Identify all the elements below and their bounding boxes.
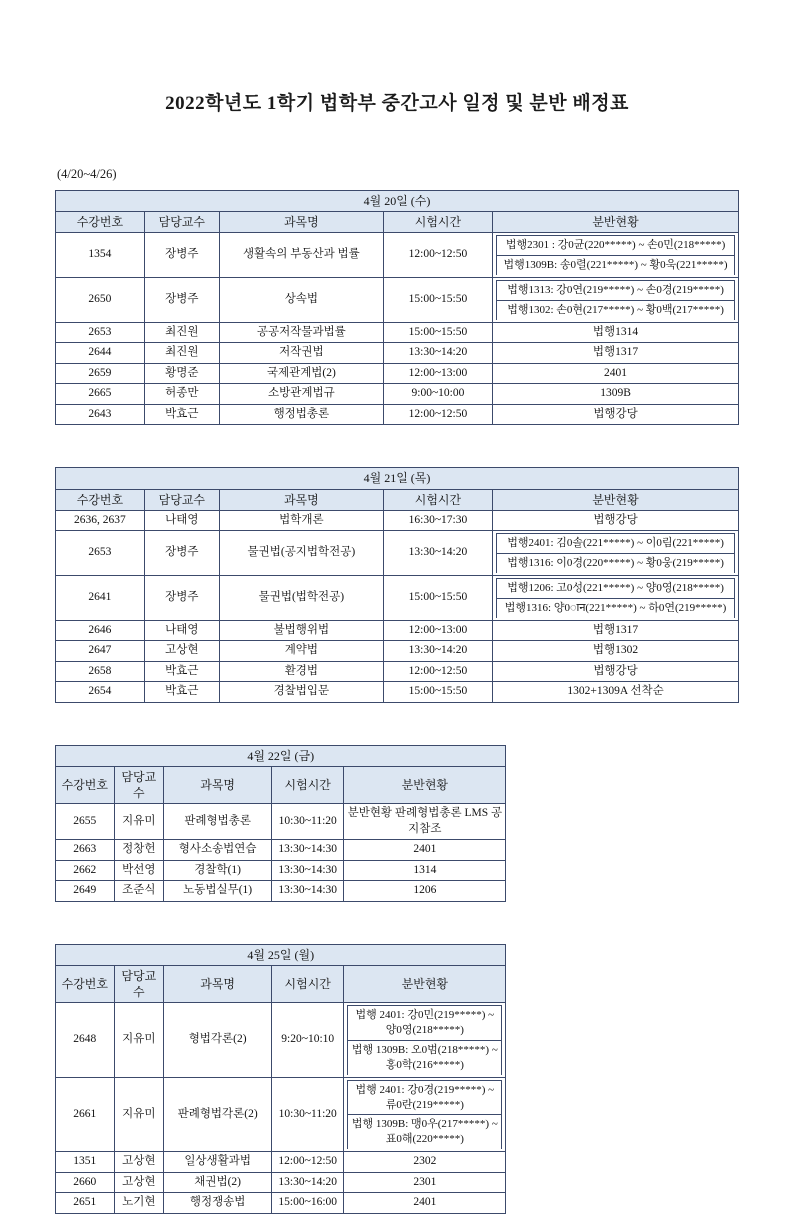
table-row <box>56 343 739 364</box>
subject-cell: 생활속의 부동산과 법률 <box>219 233 383 278</box>
professor-cell: 박효근 <box>144 682 219 703</box>
professor-cell: 지유미 <box>114 804 164 840</box>
assignment-sublist <box>496 280 735 320</box>
course-number-cell: 2647 <box>56 641 145 662</box>
schedule-tables-container <box>55 190 739 1214</box>
professor-cell: 지유미 <box>114 1077 164 1151</box>
assignment-cell: 법행1317 <box>493 620 739 641</box>
day-label: 4월 20일 (수) <box>56 191 739 212</box>
table-column-header-row <box>56 489 739 510</box>
professor-cell: 정창헌 <box>114 840 164 861</box>
course-number-cell: 1351 <box>56 1152 115 1173</box>
column-header: 시험시간 <box>383 489 492 510</box>
exam-time-cell: 12:00~12:50 <box>383 233 492 278</box>
professor-cell: 최진원 <box>144 343 219 364</box>
assignment-subrow <box>497 236 735 256</box>
subject-cell: 판례형법각론(2) <box>164 1077 272 1151</box>
assignment-subrow <box>348 1006 502 1041</box>
day-label: 4월 21일 (목) <box>56 468 739 489</box>
assignment-line: 법행1316: 이0경(220*****) ~ 황0웅(219*****) <box>497 554 735 573</box>
column-header: 시험시간 <box>272 766 344 803</box>
exam-time-cell: 12:00~12:50 <box>272 1152 344 1173</box>
schedule-table-block <box>55 745 739 902</box>
column-header: 수강번호 <box>56 965 115 1002</box>
exam-time-cell: 13:30~14:30 <box>272 860 344 881</box>
exam-time-cell: 12:00~13:00 <box>383 363 492 384</box>
assignment-cell: 분반현황 판례형법총론 LMS 공지참조 <box>344 804 506 840</box>
date-range-label: (4/20~4/26) <box>57 167 117 181</box>
exam-time-cell: 16:30~17:30 <box>383 510 492 531</box>
subject-cell: 상속법 <box>219 278 383 323</box>
table-row <box>56 404 739 425</box>
course-number-cell: 2641 <box>56 575 145 620</box>
professor-cell: 장병주 <box>144 233 219 278</box>
table-row <box>56 620 739 641</box>
column-header: 시험시간 <box>383 212 492 233</box>
table-row <box>56 860 506 881</box>
course-number-cell: 2654 <box>56 682 145 703</box>
professor-cell: 나태영 <box>144 510 219 531</box>
table-column-header-row <box>56 212 739 233</box>
subject-cell: 저작권법 <box>219 343 383 364</box>
column-header: 과목명 <box>164 766 272 803</box>
table-row <box>56 363 739 384</box>
assignment-cell <box>344 1003 506 1077</box>
subject-cell: 일상생활과법 <box>164 1152 272 1173</box>
table-row <box>56 641 739 662</box>
table-row <box>56 881 506 902</box>
exam-time-cell: 12:00~12:50 <box>383 661 492 682</box>
assignment-subrow <box>497 534 735 554</box>
professor-cell: 박효근 <box>144 661 219 682</box>
table-row <box>56 804 506 840</box>
assignment-cell: 2302 <box>344 1152 506 1173</box>
course-number-cell: 1354 <box>56 233 145 278</box>
subject-cell: 환경법 <box>219 661 383 682</box>
assignment-cell: 법행강당 <box>493 510 739 531</box>
exam-time-cell: 13:30~14:30 <box>272 840 344 861</box>
column-header: 시험시간 <box>272 965 344 1002</box>
course-number-cell: 2655 <box>56 804 115 840</box>
table-row <box>56 510 739 531</box>
course-number-cell: 2651 <box>56 1193 115 1214</box>
assignment-subrow <box>348 1115 502 1149</box>
table-row <box>56 233 739 278</box>
professor-cell: 나태영 <box>144 620 219 641</box>
course-number-cell: 2649 <box>56 881 115 902</box>
exam-time-cell: 10:30~11:20 <box>272 1077 344 1151</box>
table-row <box>56 1003 506 1077</box>
professor-cell: 황명준 <box>144 363 219 384</box>
exam-time-cell: 10:30~11:20 <box>272 804 344 840</box>
subject-cell: 형법각론(2) <box>164 1003 272 1077</box>
subject-cell: 행정법총론 <box>219 404 383 425</box>
exam-time-cell: 15:00~16:00 <box>272 1193 344 1214</box>
exam-time-cell: 13:30~14:30 <box>272 881 344 902</box>
assignment-line: 법행1316: 양0ान(221*****) ~ 하0연(219*****) <box>497 598 735 617</box>
course-number-cell: 2659 <box>56 363 145 384</box>
course-number-cell: 2653 <box>56 531 145 576</box>
assignment-line: 법행1309B: 송0렬(221*****) ~ 황0욱(221*****) <box>497 256 735 275</box>
assignment-subrow <box>497 578 735 598</box>
assignment-cell: 1206 <box>344 881 506 902</box>
assignment-cell: 1302+1309A 선착순 <box>493 682 739 703</box>
subject-cell: 불법행위법 <box>219 620 383 641</box>
assignment-cell: 2401 <box>344 1193 506 1214</box>
subject-cell: 형사소송법연습 <box>164 840 272 861</box>
column-header: 수강번호 <box>56 766 115 803</box>
table-day-header-row <box>56 745 506 766</box>
professor-cell: 노기현 <box>114 1193 164 1214</box>
assignment-subrow <box>497 554 735 573</box>
table-row <box>56 322 739 343</box>
course-number-cell: 2661 <box>56 1077 115 1151</box>
document-page <box>0 88 794 1210</box>
column-header: 과목명 <box>219 212 383 233</box>
column-header: 분반현황 <box>493 489 739 510</box>
subject-cell: 소방관계법규 <box>219 384 383 405</box>
subject-cell: 채권법(2) <box>164 1172 272 1193</box>
table-row <box>56 1077 506 1151</box>
course-number-cell: 2646 <box>56 620 145 641</box>
professor-cell: 장병주 <box>144 575 219 620</box>
course-number-cell: 2662 <box>56 860 115 881</box>
column-header: 담당교수 <box>114 766 164 803</box>
table-row <box>56 575 739 620</box>
table-row <box>56 661 739 682</box>
professor-cell: 지유미 <box>114 1003 164 1077</box>
assignment-cell <box>493 531 739 576</box>
column-header: 과목명 <box>219 489 383 510</box>
table-day-header-row <box>56 944 506 965</box>
column-header: 수강번호 <box>56 489 145 510</box>
professor-cell: 허종만 <box>144 384 219 405</box>
assignment-sublist <box>347 1080 502 1149</box>
assignment-line: 법행 1309B: 맹0우(217*****) ~ 표0해(220*****) <box>348 1115 502 1149</box>
course-number-cell: 2636, 2637 <box>56 510 145 531</box>
table-column-header-row <box>56 766 506 803</box>
table-row <box>56 682 739 703</box>
assignment-cell: 2301 <box>344 1172 506 1193</box>
subject-cell: 국제관계법(2) <box>219 363 383 384</box>
exam-time-cell: 12:00~12:50 <box>383 404 492 425</box>
column-header: 과목명 <box>164 965 272 1002</box>
course-number-cell: 2658 <box>56 661 145 682</box>
subject-cell: 공공저작물과법률 <box>219 322 383 343</box>
column-header: 담당교수 <box>114 965 164 1002</box>
exam-time-cell: 9:00~10:00 <box>383 384 492 405</box>
exam-time-cell: 9:20~10:10 <box>272 1003 344 1077</box>
assignment-cell <box>344 1077 506 1151</box>
assignment-cell: 법행강당 <box>493 404 739 425</box>
column-header: 분반현황 <box>493 212 739 233</box>
day-label: 4월 25일 (월) <box>56 944 506 965</box>
course-number-cell: 2653 <box>56 322 145 343</box>
assignment-cell: 법행1314 <box>493 322 739 343</box>
assignment-line: 법행 2401: 강0경(219*****) ~ 류0란(219*****) <box>348 1080 502 1115</box>
assignment-subrow <box>348 1041 502 1075</box>
table-row <box>56 1152 506 1173</box>
assignment-line: 법행1206: 고0성(221*****) ~ 양0영(218*****) <box>497 578 735 598</box>
assignment-line: 법행 1309B: 오0범(218*****) ~ 홍0학(216*****) <box>348 1041 502 1075</box>
assignment-sublist <box>347 1005 502 1074</box>
professor-cell: 박효근 <box>144 404 219 425</box>
assignment-cell: 2401 <box>344 840 506 861</box>
professor-cell: 조준식 <box>114 881 164 902</box>
course-number-cell: 2648 <box>56 1003 115 1077</box>
professor-cell: 고상현 <box>114 1172 164 1193</box>
column-header: 수강번호 <box>56 212 145 233</box>
table-row <box>56 278 739 323</box>
professor-cell: 고상현 <box>114 1152 164 1173</box>
exam-time-cell: 12:00~13:00 <box>383 620 492 641</box>
assignment-line: 법행1302: 손0현(217*****) ~ 황0백(217*****) <box>497 300 735 319</box>
assignment-cell: 법행1317 <box>493 343 739 364</box>
subject-cell: 물권법(공지법학전공) <box>219 531 383 576</box>
assignment-subrow <box>497 598 735 617</box>
exam-time-cell: 13:30~14:20 <box>383 531 492 576</box>
table-row <box>56 1172 506 1193</box>
table-row <box>56 531 739 576</box>
schedule-table-block <box>55 944 739 1214</box>
exam-time-cell: 15:00~15:50 <box>383 322 492 343</box>
assignment-cell <box>493 233 739 278</box>
assignment-sublist <box>496 578 735 618</box>
subject-cell: 물권법(법학전공) <box>219 575 383 620</box>
schedule-table-block <box>55 190 739 425</box>
exam-time-cell: 13:30~14:20 <box>383 343 492 364</box>
professor-cell: 장병주 <box>144 531 219 576</box>
assignment-cell <box>493 575 739 620</box>
table-day-header-row <box>56 191 739 212</box>
assignment-subrow <box>497 281 735 301</box>
assignment-line: 법행2401: 김0솔(221*****) ~ 이0림(221*****) <box>497 534 735 554</box>
assignment-line: 법행 2401: 강0민(219*****) ~ 양0영(218*****) <box>348 1006 502 1041</box>
subject-cell: 노동법실무(1) <box>164 881 272 902</box>
subject-cell: 경찰학(1) <box>164 860 272 881</box>
subject-cell: 법학개론 <box>219 510 383 531</box>
exam-time-cell: 15:00~15:50 <box>383 278 492 323</box>
professor-cell: 고상현 <box>144 641 219 662</box>
course-number-cell: 2650 <box>56 278 145 323</box>
course-number-cell: 2644 <box>56 343 145 364</box>
assignment-line: 법행2301 : 강0균(220*****) ~ 손0민(218*****) <box>497 236 735 256</box>
subject-cell: 판례형법총론 <box>164 804 272 840</box>
professor-cell: 장병주 <box>144 278 219 323</box>
course-number-cell: 2663 <box>56 840 115 861</box>
table-column-header-row <box>56 965 506 1002</box>
table-row <box>56 1193 506 1214</box>
exam-time-cell: 15:00~15:50 <box>383 575 492 620</box>
schedule-table <box>55 467 739 702</box>
assignment-sublist <box>496 533 735 573</box>
schedule-table <box>55 944 506 1214</box>
course-number-cell: 2643 <box>56 404 145 425</box>
table-day-header-row <box>56 468 739 489</box>
assignment-cell: 법행강당 <box>493 661 739 682</box>
subject-cell: 행정쟁송법 <box>164 1193 272 1214</box>
assignment-cell: 1309B <box>493 384 739 405</box>
assignment-subrow <box>497 300 735 319</box>
column-header: 담당교수 <box>144 212 219 233</box>
schedule-table-block <box>55 467 739 702</box>
assignment-cell: 2401 <box>493 363 739 384</box>
column-header: 분반현황 <box>344 766 506 803</box>
assignment-sublist <box>496 235 735 275</box>
assignment-subrow <box>348 1080 502 1115</box>
column-header: 분반현황 <box>344 965 506 1002</box>
course-number-cell: 2660 <box>56 1172 115 1193</box>
subject-cell: 경찰법입문 <box>219 682 383 703</box>
schedule-table <box>55 190 739 425</box>
schedule-table <box>55 745 506 902</box>
day-label: 4월 22일 (금) <box>56 745 506 766</box>
assignment-cell <box>493 278 739 323</box>
assignment-subrow <box>497 256 735 275</box>
table-row <box>56 384 739 405</box>
exam-time-cell: 13:30~14:20 <box>272 1172 344 1193</box>
professor-cell: 박선영 <box>114 860 164 881</box>
course-number-cell: 2665 <box>56 384 145 405</box>
professor-cell: 최진원 <box>144 322 219 343</box>
assignment-cell: 1314 <box>344 860 506 881</box>
assignment-line: 법행1313: 강0연(219*****) ~ 손0경(219*****) <box>497 281 735 301</box>
column-header: 담당교수 <box>144 489 219 510</box>
exam-time-cell: 13:30~14:20 <box>383 641 492 662</box>
assignment-cell: 법행1302 <box>493 641 739 662</box>
page-title: 2022학년도 1학기 법학부 중간고사 일정 및 분반 배정표 <box>165 93 629 114</box>
subject-cell: 계약법 <box>219 641 383 662</box>
exam-time-cell: 15:00~15:50 <box>383 682 492 703</box>
table-row <box>56 840 506 861</box>
